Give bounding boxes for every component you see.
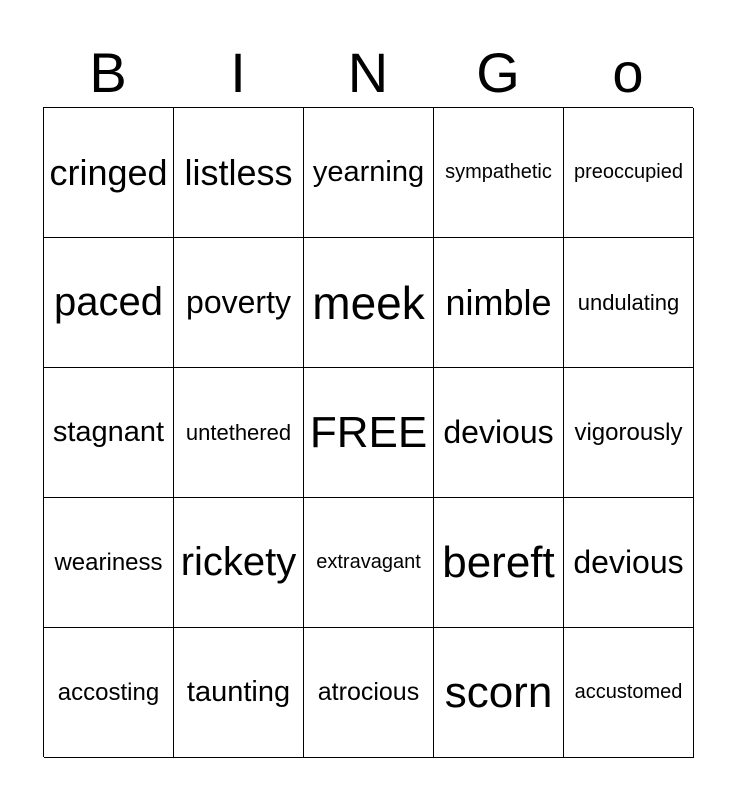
bingo-cell[interactable] — [304, 498, 434, 628]
cell-word: stagnant — [52, 416, 165, 448]
bingo-header — [43, 40, 693, 106]
bingo-board — [43, 107, 693, 757]
cell-word: taunting — [186, 676, 291, 708]
cell-word: untethered — [185, 419, 292, 445]
header-letter-i: I — [230, 41, 246, 104]
bingo-cell[interactable] — [44, 368, 174, 498]
bingo-cell[interactable] — [564, 498, 694, 628]
cell-word: listless — [184, 151, 293, 193]
header-letter-o: o — [612, 41, 644, 104]
free-space-label: FREE — [309, 407, 428, 457]
cell-word: devious — [573, 544, 684, 580]
cell-word: meek — [312, 276, 425, 329]
bingo-cell[interactable] — [44, 238, 174, 368]
bingo-cell[interactable] — [434, 628, 564, 758]
bingo-cell[interactable] — [564, 108, 694, 238]
bingo-cell[interactable] — [174, 368, 304, 498]
bingo-cell[interactable] — [44, 108, 174, 238]
bingo-cell[interactable] — [44, 498, 174, 628]
bingo-cell[interactable] — [174, 628, 304, 758]
cell-word: paced — [54, 280, 163, 324]
bingo-cell[interactable] — [304, 628, 434, 758]
bingo-cell[interactable] — [304, 108, 434, 238]
bingo-cell[interactable] — [564, 628, 694, 758]
bingo-cell[interactable] — [434, 108, 564, 238]
cell-word: devious — [443, 414, 554, 450]
cell-word: accustomed — [574, 681, 683, 703]
bingo-cell[interactable] — [174, 238, 304, 368]
bingo-cell[interactable] — [174, 498, 304, 628]
cell-word: atrocious — [317, 678, 420, 706]
header-letter-n: N — [347, 41, 389, 104]
cell-word: sympathetic — [445, 161, 552, 183]
header-letter-b: B — [89, 41, 127, 104]
cell-word: poverty — [186, 284, 291, 320]
bingo-cell[interactable] — [434, 238, 564, 368]
bingo-cell[interactable] — [44, 628, 174, 758]
cell-word: extravagant — [316, 551, 421, 573]
bingo-cell[interactable] — [434, 368, 564, 498]
cell-word: vigorously — [574, 418, 683, 446]
cell-word: bereft — [442, 537, 555, 587]
cell-word: undulating — [577, 289, 680, 315]
bingo-cell[interactable] — [174, 108, 304, 238]
header-letter-g: G — [476, 41, 520, 104]
cell-word: preoccupied — [574, 161, 683, 183]
cell-word: scorn — [444, 667, 553, 717]
cell-word: rickety — [180, 540, 297, 584]
free-space-cell[interactable] — [304, 368, 434, 498]
bingo-cell[interactable] — [434, 498, 564, 628]
cell-word: yearning — [312, 156, 425, 188]
cell-word: nimble — [445, 281, 552, 323]
cell-word: weariness — [54, 548, 163, 576]
bingo-cell[interactable] — [564, 238, 694, 368]
cell-word: cringed — [49, 151, 168, 193]
bingo-cell[interactable] — [564, 368, 694, 498]
cell-word: accosting — [57, 678, 160, 706]
bingo-cell[interactable] — [304, 238, 434, 368]
